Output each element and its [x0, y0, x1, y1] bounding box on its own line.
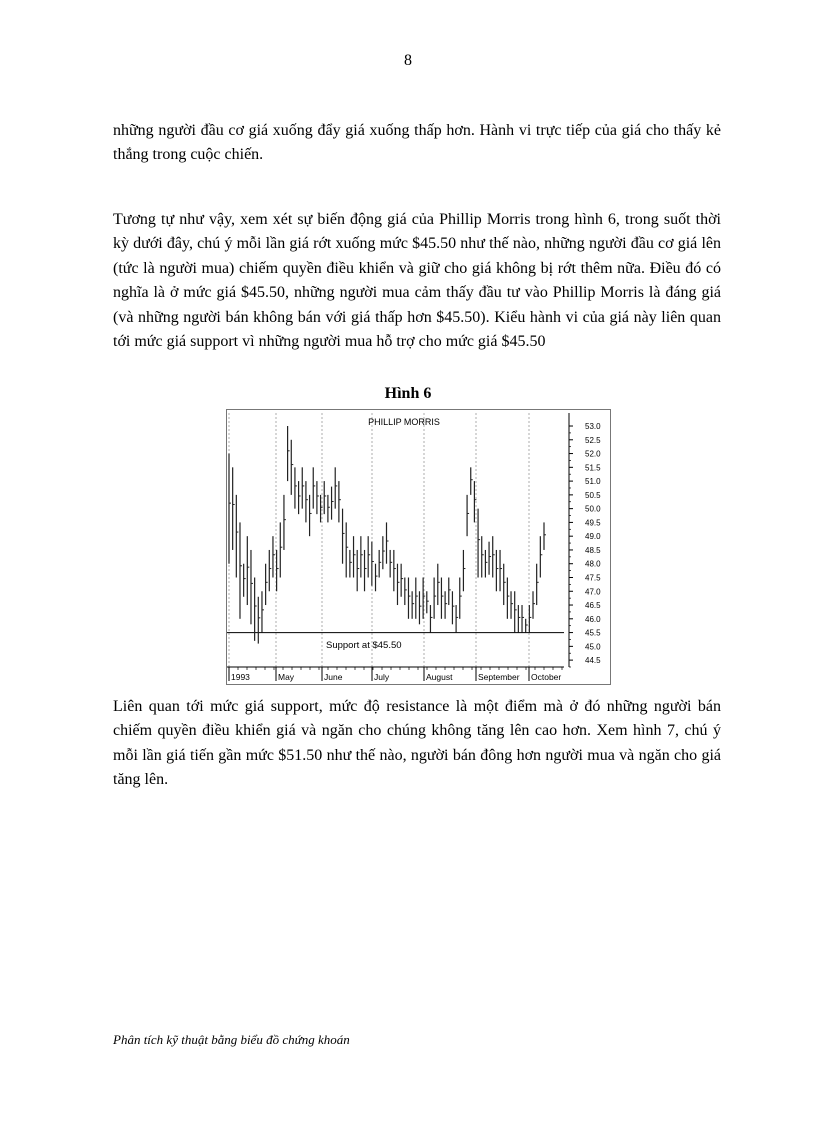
y-tick-label: 51.5	[585, 463, 601, 473]
y-tick-label: 46.5	[585, 601, 601, 611]
y-tick-label: 44.5	[585, 656, 601, 666]
paragraph-1: những người đầu cơ giá xuống đẩy giá xuống thấp hơn. Hành vi trực tiếp của giá cho thấy kẻ thắng trong cuộc chiến.	[113, 122, 721, 164]
y-tick-label: 52.5	[585, 435, 601, 445]
x-tick-label: June	[324, 672, 343, 682]
support-label: Support at $45.50	[326, 640, 402, 651]
y-tick-label: 50.0	[585, 504, 601, 514]
y-tick-label: 45.5	[585, 628, 601, 638]
x-tick-label: May	[278, 672, 295, 682]
figure-title: Hình 6	[384, 385, 432, 402]
page-number: 8	[404, 52, 412, 69]
x-tick-label: August	[426, 672, 453, 682]
y-tick-label: 52.0	[585, 449, 601, 459]
x-tick-label: September	[478, 672, 520, 682]
page-footer: Phân tích kỹ thuật bằng biểu đồ chứng khoán	[113, 1032, 350, 1047]
y-tick-label: 49.0	[585, 532, 601, 542]
paragraph-2: Tương tự như vậy, xem xét sự biến động giá của Phillip Morris trong hình 6, trong suốt thời kỳ dưới đây, chú ý mỗi lần giá rớt xuống mức $45.50 như thế nào, những người đầu cơ giá lên (tức là người mua) chiếm quyền điều khiển và giữ cho giá không bị rớt thêm nữa. Điều đó có nghĩa là ở mức giá $45.50, những người mua cảm thấy đầu tư vào Phillip Morris là đáng giá (và những người bán không bán với giá thấp hơn $45.50). Kiểu hành vi của giá này liên quan tới mức giá support vì những người mua hỗ trợ cho mức giá $45.50	[113, 211, 721, 351]
y-tick-label: 53.0	[585, 422, 601, 432]
paragraph-3: Liên quan tới mức giá support, mức độ resistance là một điểm mà ở đó những người bán chiếm quyền điều khiển giá và ngăn cho chúng không tăng lên cao hơn. Xem hình 7, chú ý mỗi lần giá tiến gần mức $51.50 như thế nào, người bán đông hơn người mua và ngăn cho giá tăng lên.	[113, 698, 721, 789]
x-tick-label: July	[374, 672, 390, 682]
y-tick-label: 51.0	[585, 477, 601, 487]
y-tick-label: 45.0	[585, 642, 601, 652]
y-tick-label: 48.0	[585, 559, 601, 569]
x-tick-label: October	[531, 672, 562, 682]
y-tick-label: 48.5	[585, 545, 601, 555]
x-tick-label: 1993	[231, 672, 250, 682]
price-chart	[226, 409, 611, 685]
price-chart-svg	[226, 409, 611, 685]
y-tick-label: 50.5	[585, 490, 601, 500]
y-tick-label: 47.0	[585, 587, 601, 597]
y-tick-label: 46.0	[585, 614, 601, 624]
y-tick-label: 47.5	[585, 573, 601, 583]
chart-title: PHILLIP MORRIS	[368, 417, 440, 427]
y-tick-label: 49.5	[585, 518, 601, 528]
